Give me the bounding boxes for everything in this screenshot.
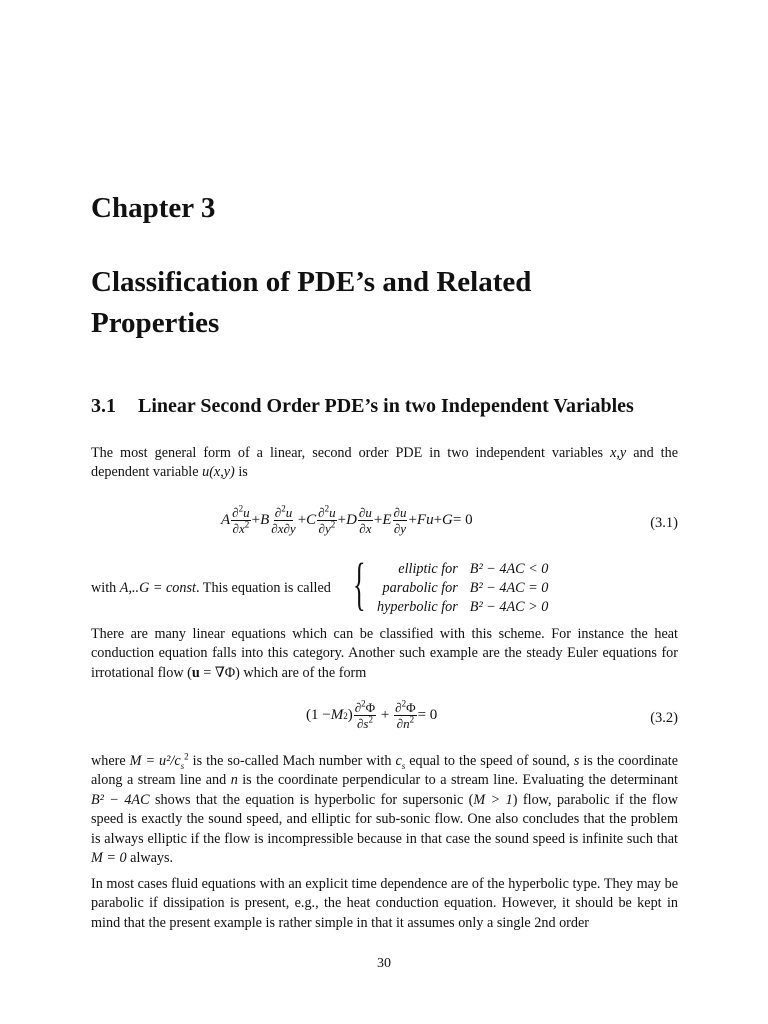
cases-lead <box>91 580 331 597</box>
p2-bold-u: u <box>191 664 200 681</box>
p3-cs: c <box>395 753 402 769</box>
classification-cases <box>91 551 571 618</box>
cases-lead-const: A,..G = const <box>119 580 196 596</box>
chapter-title-line1: Classification of PDE’s and Related <box>91 266 532 298</box>
chapter-title <box>91 262 691 344</box>
p3-h: always. <box>126 850 174 867</box>
case-condition: B² − 4AC = 0 <box>469 580 549 596</box>
paragraph-mach-number: where $M = u^2/c_s^2$ is the so-called Mach number with $c_s$ equal to the speed of sound, s is the coordinate along a stream line and n is the coordinate perpendicular to a stream line. Evaluating the determinant B² − 4AC shows that the equation is hyperbolic for supersonic (M > 1) flow, parabolic if the flow speed is exactly the sound speed, and elliptic for sub-sonic flow. One also concludes that the problem is always elliptic if the flow is incompressible because in that case the sound speed is infinite such that M = 0 always. <box>91 751 679 867</box>
p3-b: is the so-called Mach number with <box>188 753 396 769</box>
equation-3-2-number: (3.2) <box>650 710 678 726</box>
p3-g: ) flow, parabolic if the flow speed is exactly the sound speed, and elliptic for sub-sonic flow. One also concludes that the problem is always elliptic if the flow is incompressible because in that case the sound speed is infinite such that <box>91 791 679 847</box>
p3-e: is the coordinate perpendicular to a stream line. Evaluating the determinant <box>237 772 678 789</box>
case-type: hyperbolic for <box>377 599 458 615</box>
cases-lead-b: . This equation is called <box>195 580 331 596</box>
cases-lead-a: with <box>91 580 120 596</box>
section-number: 3.1 <box>91 395 116 417</box>
equation-3-1-number: (3.1) <box>650 515 678 531</box>
p1-text-b: and the dependent variable <box>91 445 678 481</box>
paragraph-fluid-equations: In most cases fluid equations with an explicit time dependence are of the hyperbolic type. They may be parabolic if dissipation is present, e.g., the heat conduction equation. However, it should be kept in mind that the present example is rather simple in that it assumes only a single 2nd order <box>91 876 678 931</box>
p1-vars: x,y <box>610 445 627 461</box>
p3-s: s <box>573 753 580 769</box>
case-row <box>371 579 554 598</box>
p3-n: n <box>230 772 238 789</box>
equation-3-1 <box>91 505 678 545</box>
p3-a: where <box>91 753 130 769</box>
cases-table <box>371 560 554 617</box>
case-condition: B² − 4AC < 0 <box>469 561 549 577</box>
section-title: Linear Second Order PDE’s in two Independent Variables <box>138 395 634 417</box>
case-type: parabolic for <box>382 580 458 596</box>
section-heading <box>91 395 634 418</box>
case-row <box>371 560 554 579</box>
p3-mach: M = u²/c <box>129 753 181 769</box>
p3-m0: M = 0 <box>91 850 127 867</box>
case-type: elliptic for <box>398 561 458 577</box>
p1-text-c: is <box>234 464 248 481</box>
p3-c: equal to the speed of sound, <box>405 753 574 769</box>
case-row <box>371 598 554 617</box>
left-brace: { <box>353 551 366 616</box>
equation-3-2 <box>91 700 678 740</box>
p3-d: is the coordinate along a stream line and <box>91 753 679 789</box>
p1-text-a: The most general form of a linear, second order PDE in two independent variables <box>91 445 611 461</box>
equation-3-1-body: A $\frac{\partial^2u}{\partial x^2}$ + B $\frac{\partial^2u}{\partial x\partial y}$ + C $\frac{\partial^2u}{\partial y^2}$ + D $\frac{\partial u}{\partial x}$ + E $\frac{\partial u}{\partial y}$ + Fu + G = 0 <box>221 503 473 536</box>
equation-3-2-body: (1 − M 2 ) $\frac{\partial^2\Phi}{\partial s^2}$ + $\frac{\partial^2\Phi}{\partial n^2}$ = 0 <box>306 698 438 731</box>
paragraph-intro <box>91 444 678 483</box>
chapter-title-line2: Properties <box>91 307 220 339</box>
p2-end: ) which are of the form <box>235 664 367 681</box>
p1-u: u(x,y) <box>202 464 235 481</box>
p2-text: There are many linear equations which can be classified with this scheme. For instance the heat conduction equation falls into this category. Another such example are the steady Euler equations for irrotational flow ( <box>91 626 678 681</box>
chapter-label: Chapter 3 <box>91 192 216 224</box>
case-condition: B² − 4AC > 0 <box>469 599 549 615</box>
p3-f: shows that the equation is hyperbolic for supersonic ( <box>149 791 474 808</box>
p3-det: B² − 4AC <box>91 791 150 808</box>
p3-mg: M > 1 <box>473 791 513 808</box>
paragraph-linear-equations <box>91 625 678 683</box>
p2-eqtext: = ∇Φ <box>199 664 236 681</box>
page-number: 30 <box>377 956 391 971</box>
